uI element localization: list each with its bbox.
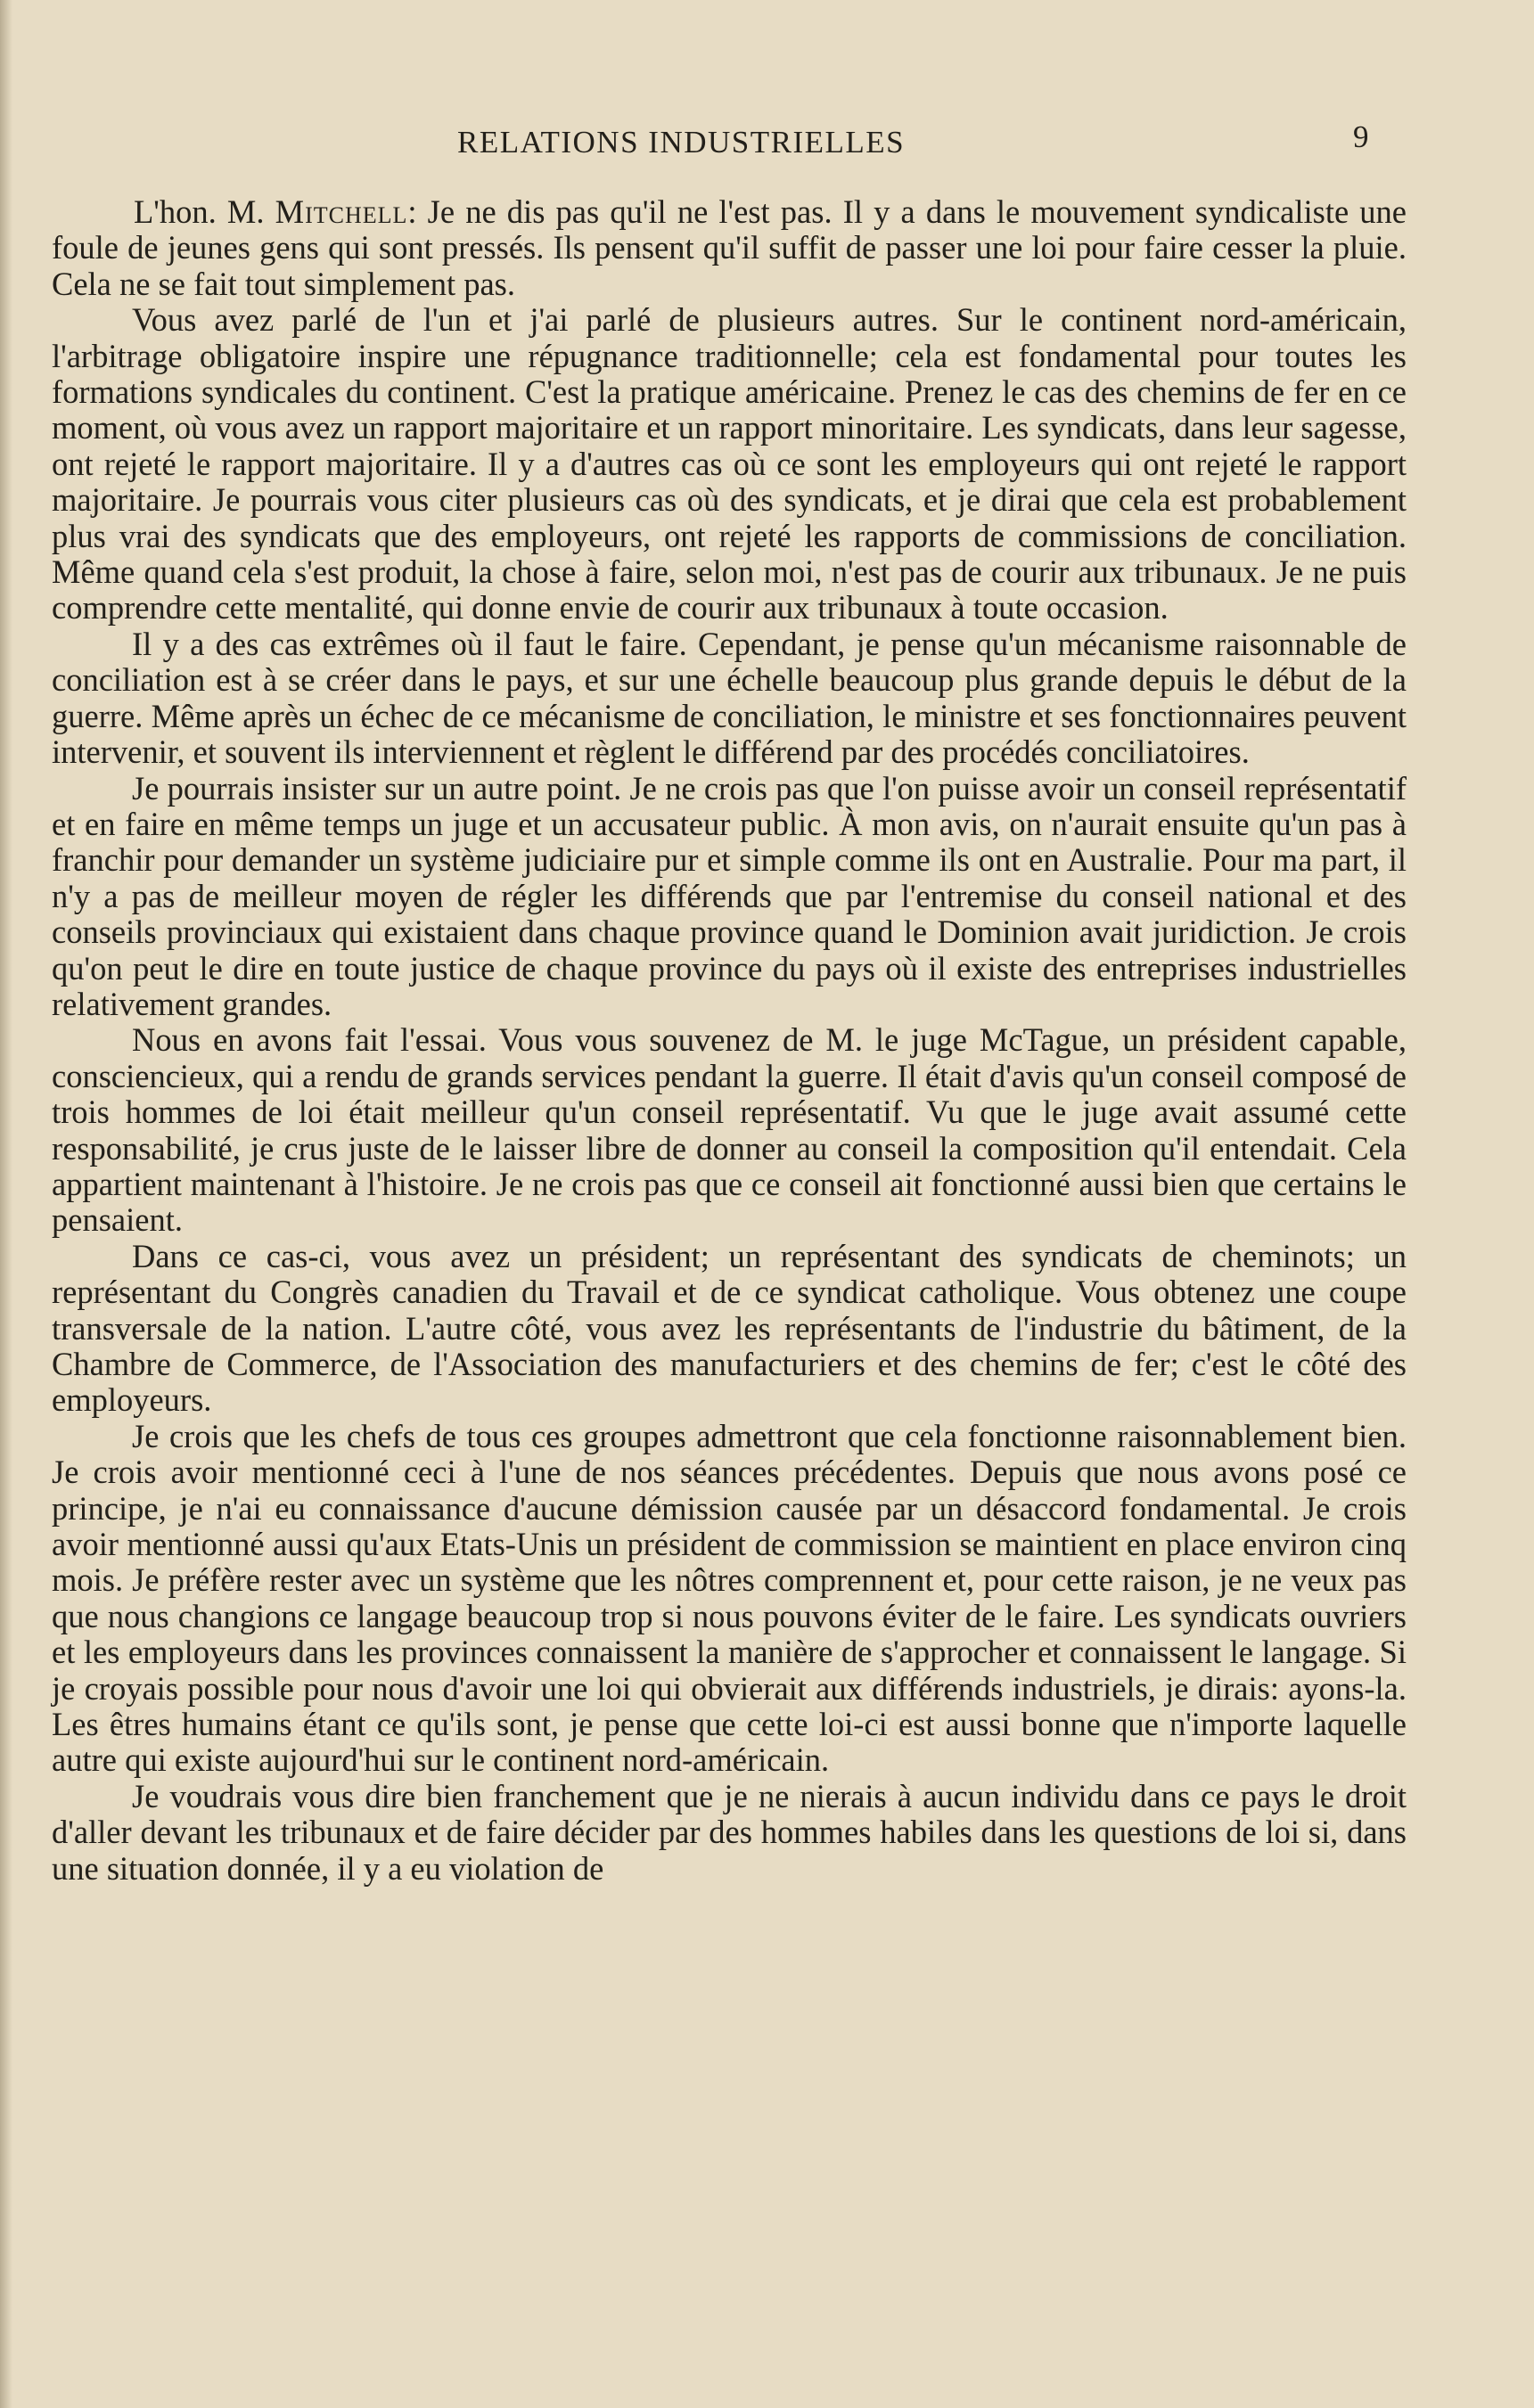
paragraph-5: Nous en avons fait l'essai. Vous vous souvenez de M. le juge McTague, un président capable, consciencieux, qui a rendu de grands services pendant la guerre. Il était d'avis qu'un conseil composé de trois hommes de loi était meilleur qu'un conseil représentatif. Vu que le juge avait assumé cette responsabilité, je crus juste de le laisser libre de donner au conseil la composition qu'il entendait. Cela appartient maintenant à l'histoire. Je ne crois pas que ce conseil ait fonctionné aussi bien que certains le pensaient. (52, 1021, 1407, 1239)
paragraph-8: Je voudrais vous dire bien franchement que je ne nierais à aucun individu dans ce pays le droit d'aller devant les tribunaux et de faire décider par des hommes habiles dans les questions de loi si, dans une situation donnée, il y a eu violation de (52, 1777, 1407, 1887)
page-number: 9 (1353, 119, 1369, 154)
paragraph-6: Dans ce cas-ci, vous avez un président; un représentant des syndicats de cheminots; un représentant du Congrès canadien du Travail et de ce syndicat catholique. Vous obtenez une coupe transversale de la nation. L'autre côté, vous avez les représentants de l'industrie du bâtiment, de la Chambre de Commerce, de l'Association des manufacturiers et des chemins de fer; c'est le côté des employeurs. (52, 1237, 1407, 1419)
paragraph-1 (52, 194, 1407, 302)
paragraph-3: Il y a des cas extrêmes où il faut le faire. Cependant, je pense qu'un mécanisme raisonnable de conciliation est à se créer dans le pays, et sur une échelle beaucoup plus grande depuis le début de la guerre. Même après un échec de ce mécanisme de conciliation, le ministre et ses fonctionnaires peuvent intervenir, et souvent ils interviennent et règlent le différend par des procédés conciliatoires. (52, 625, 1407, 771)
running-title: RELATIONS INDUSTRIELLES (457, 125, 906, 160)
page-header (0, 119, 1534, 169)
paragraph-1-text: Je ne dis pas qu'il ne l'est pas. Il y a dans le mouvement syndicaliste une foule de jeunes gens qui sont pressés. Ils pensent qu'il suffit de passer une loi pour faire cesser la pluie. Cela ne se fait tout simplement pas. (52, 193, 1407, 302)
paragraph-7: Je crois que les chefs de tous ces groupes admettront que cela fonctionne raisonnablement bien. Je crois avoir mentionné ceci à l'une de nos séances précédentes. Depuis que nous avons posé ce principe, je n'ai eu connaissance d'aucune démission causée par un désaccord fondamental. Je crois avoir mentionné aussi qu'aux Etats-Unis un président de commission se maintient en place environ cinq mois. Je préfère rester avec un système que les nôtres comprennent et, pour cette raison, je ne veux pas que nous changions ce langage beaucoup trop si nous pouvons éviter de le faire. Les syndicats ouvriers et les employeurs dans les provinces connaissent la manière de s'approcher et connaissent le langage. Si je croyais possible pour nous d'avoir une loi qui obvierait aux différends industriels, je dirais: ayons-la. Les êtres humains étant ce qu'ils sont, je pense que cette loi-ci est aussi bonne que n'importe laquelle autre qui existe aujourd'hui sur le continent nord-américain. (52, 1417, 1407, 1779)
speaker-name: Mitchell (275, 193, 408, 230)
body-text (52, 194, 1407, 1887)
page-edge (0, 0, 12, 2408)
paragraph-4: Je pourrais insister sur un autre point. Je ne crois pas que l'on puisse avoir un conseil représentatif et en faire en même temps un juge et un accusateur public. À mon avis, on n'aurait ensuite qu'un pas à franchir pour demander un système judiciaire pur et simple comme ils ont en Australie. Pour ma part, il n'y a pas de meilleur moyen de régler les différends que par l'entremise du conseil national et des conseils provinciaux qui existaient dans chaque province quand le Dominion avait juridiction. Je crois qu'on peut le dire en toute justice de chaque province du pays où il existe des entreprises industrielles relativement grandes. (52, 769, 1407, 1022)
speaker-suffix: : (407, 193, 417, 230)
paragraph-2: Vous avez parlé de l'un et j'ai parlé de plusieurs autres. Sur le continent nord-américain, l'arbitrage obligatoire inspire une répugnance traditionnelle; cela est fondamental pour toutes les formations syndicales du continent. C'est la pratique américaine. Prenez le cas des chemins de fer en ce moment, où vous avez un rapport majoritaire et un rapport minoritaire. Les syndicats, dans leur sagesse, ont rejeté le rapport majoritaire. Il y a d'autres cas où ce sont les employeurs qui ont rejeté le rapport majoritaire. Je pourrais vous citer plusieurs cas où des syndicats, et je dirai que cela est probablement plus vrai des syndicats que des employeurs, ont rejeté les rapports de commissions de conciliation. Même quand cela s'est produit, la chose à faire, selon moi, n'est pas de courir aux tribunaux. Je ne puis comprendre cette mentalité, qui donne envie de courir aux tribunaux à toute occasion. (52, 301, 1407, 627)
speaker-prefix: L'hon. M. (134, 193, 275, 230)
